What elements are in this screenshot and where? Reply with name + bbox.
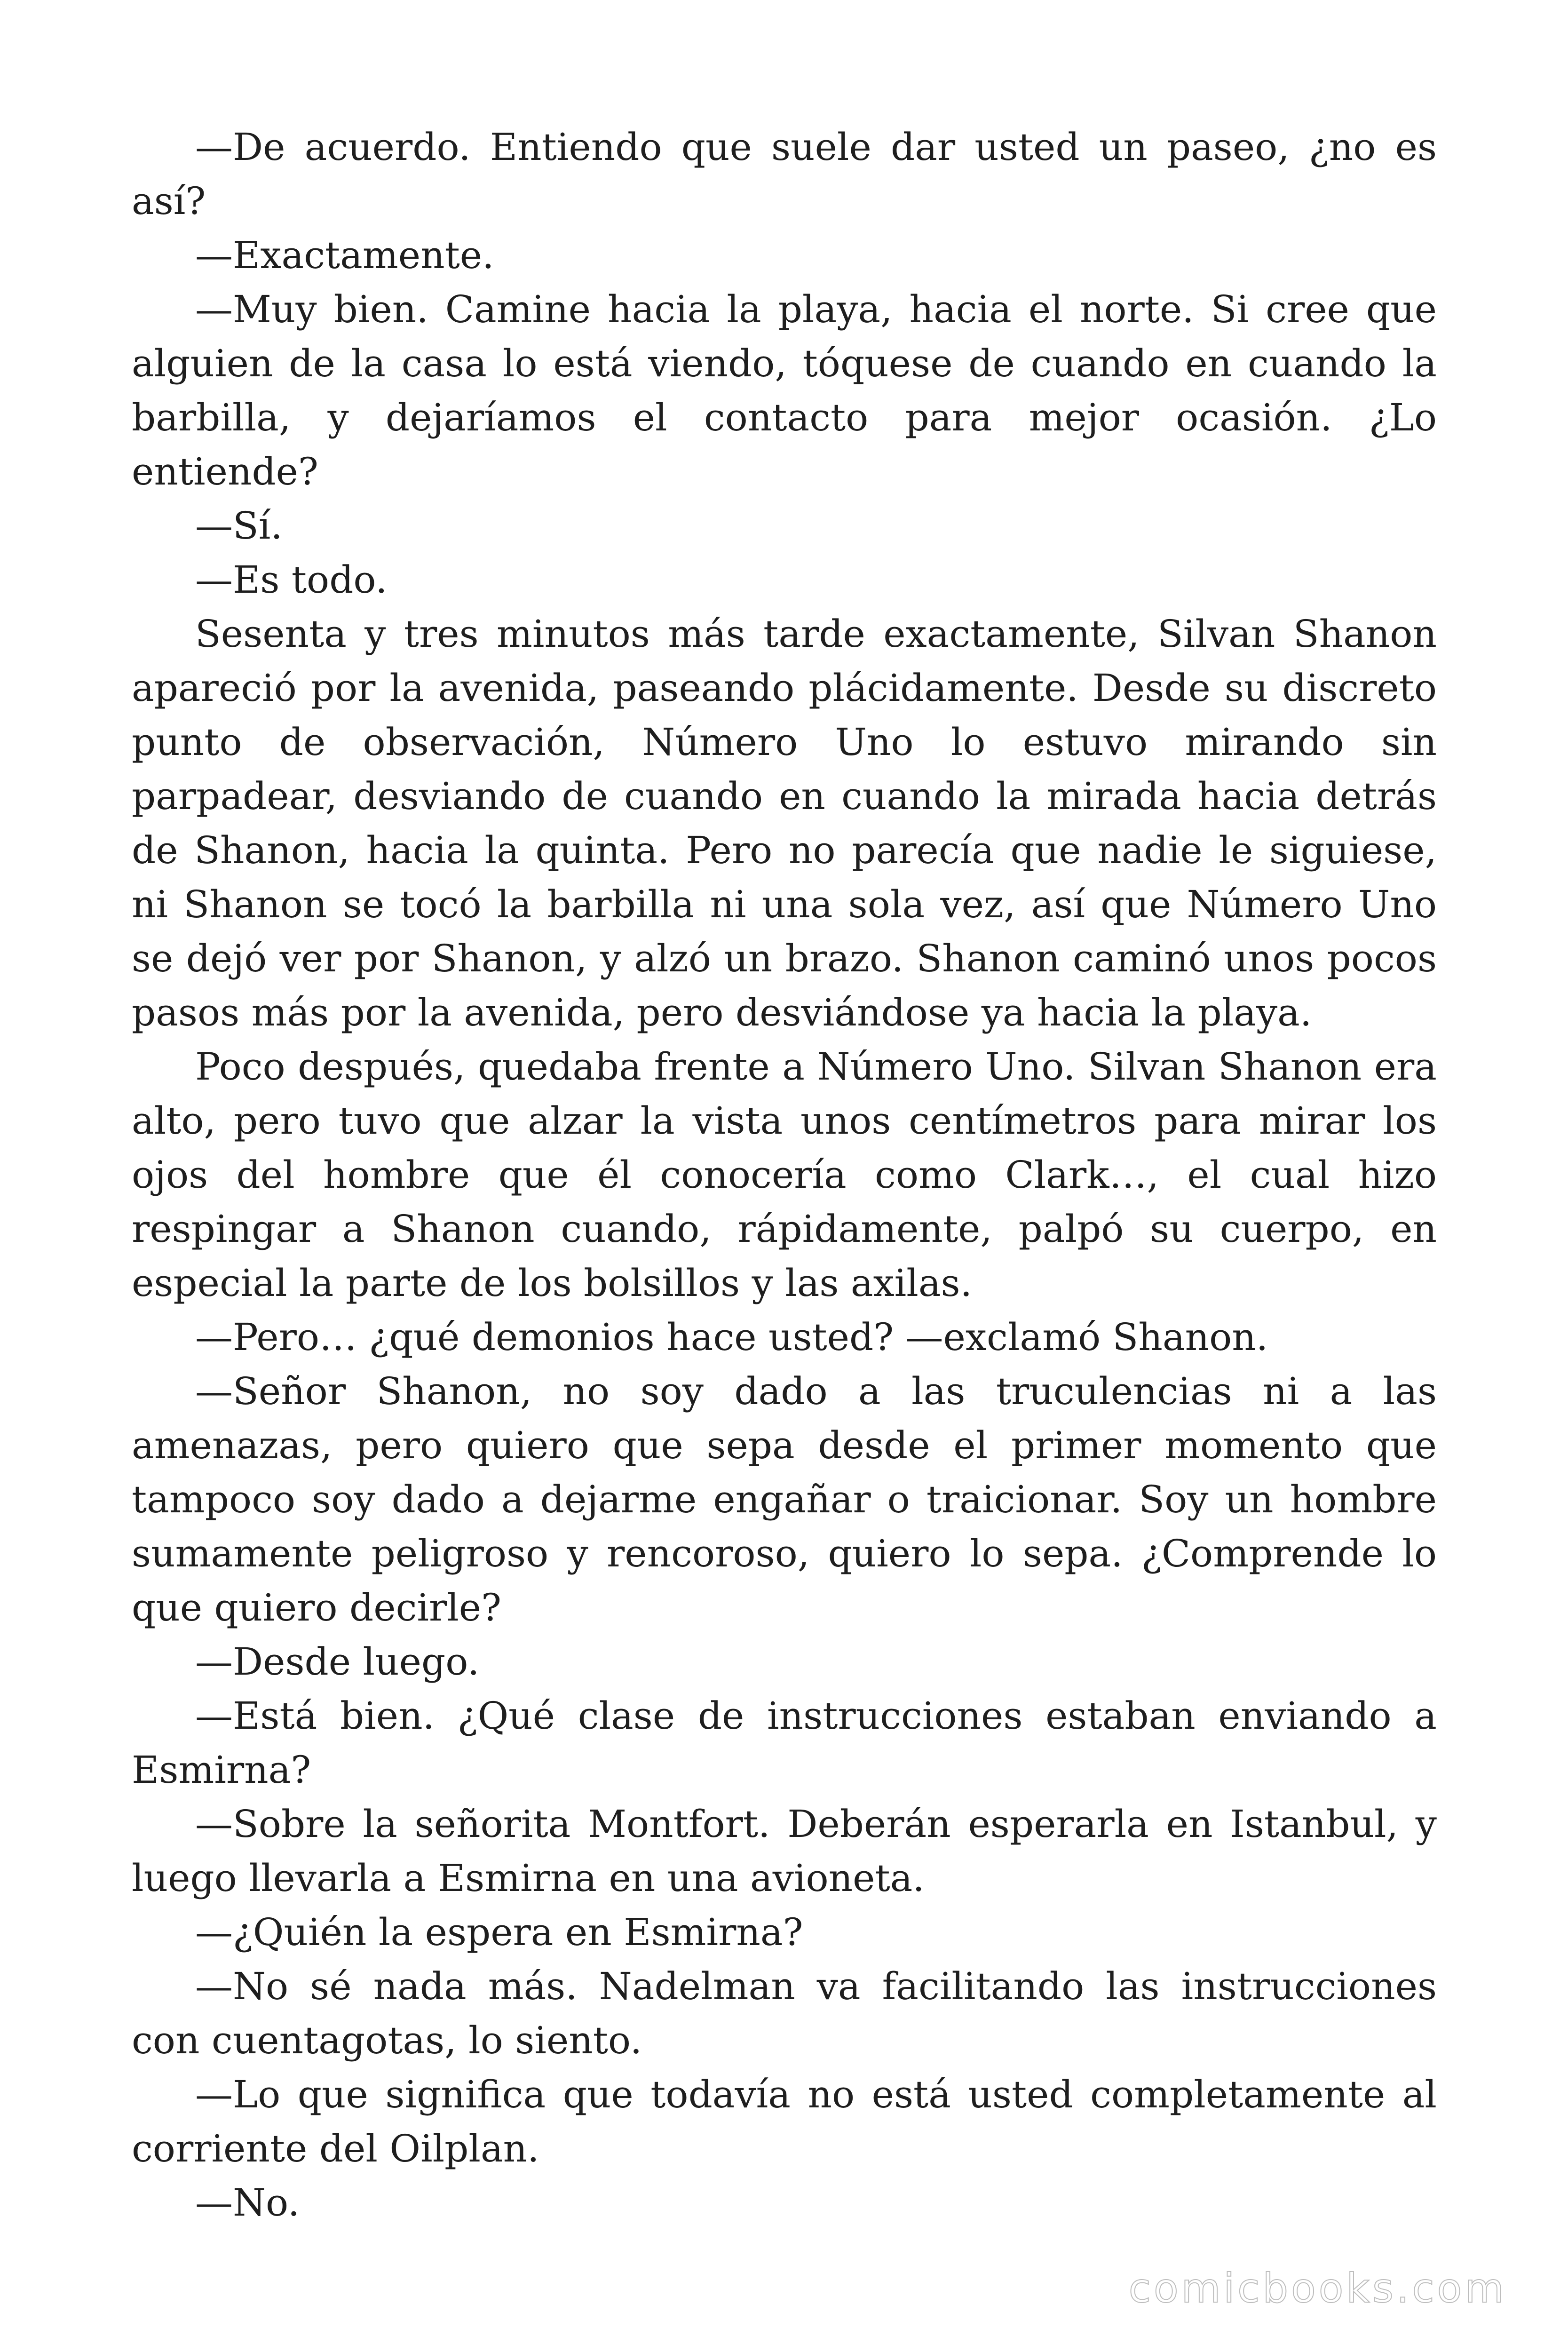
paragraph: —Exactamente. xyxy=(195,233,494,277)
paragraph: —Lo que significa que todavía no está usted completamente al corriente del Oilplan. xyxy=(132,2073,1437,2170)
paragraph: —Está bien. ¿Qué clase de instrucciones estaban enviando a Esmirna? xyxy=(132,1694,1437,1792)
paragraph: —No sé nada más. Nadelman va facilitando las instrucciones con cuentagotas, lo siento. xyxy=(132,1964,1437,2062)
paragraph: —¿Quién la espera en Esmirna? xyxy=(195,1910,803,1954)
paragraph: —No. xyxy=(195,2181,300,2225)
paragraph: —Es todo. xyxy=(195,558,388,602)
paragraph: —Pero… ¿qué demonios hace usted? —exclamó Shanon. xyxy=(195,1315,1268,1359)
paragraph: Sesenta y tres minutos más tarde exactamente, Silvan Shanon apareció por la avenida, paseando plácidamente. Desde su discreto punto de observación, Número Uno lo estuvo mirando sin parpadear, desviando de cuando en cuando la mirada hacia detrás de Shanon, hacia la quinta. Pero no parecía que nadie le siguiese, ni Shanon se tocó la barbilla ni una sola vez, así que Número Uno se dejó ver por Shanon, y alzó un brazo. Shanon caminó unos pocos pasos más por la avenida, pero desviándose ya hacia la playa. xyxy=(132,612,1437,1034)
paragraph: —Sí. xyxy=(195,504,283,548)
watermark: comicbooks.com xyxy=(1128,2265,1507,2312)
paragraph: —Sobre la señorita Montfort. Deberán esperarla en Istanbul, y luego llevarla a Esmirna en una avioneta. xyxy=(132,1802,1437,1900)
body-text xyxy=(132,120,1437,2230)
paragraph: Poco después, quedaba frente a Número Uno. Silvan Shanon era alto, pero tuvo que alzar la vista unos centímetros para mirar los ojos del hombre que él conocería como Clark…, el cual hizo respingar a Shanon cuando, rápidamente, palpó su cuerpo, en especial la parte de los bolsillos y las axilas. xyxy=(132,1045,1437,1305)
paragraph: —Señor Shanon, no soy dado a las truculencias ni a las amenazas, pero quiero que sepa desde el primer momento que tampoco soy dado a dejarme engañar o traicionar. Soy un hombre sumamente peligroso y rencoroso, quiero lo sepa. ¿Comprende lo que quiero decirle? xyxy=(132,1369,1437,1629)
paragraph: —Desde luego. xyxy=(195,1640,480,1684)
paragraph: —Muy bien. Camine hacia la playa, hacia el norte. Si cree que alguien de la casa lo está viendo, tóquese de cuando en cuando la barbilla, y dejaríamos el contacto para mejor ocasión. ¿Lo entiende? xyxy=(132,287,1437,493)
paragraph: —De acuerdo. Entiendo que suele dar usted un paseo, ¿no es así? xyxy=(132,125,1437,223)
